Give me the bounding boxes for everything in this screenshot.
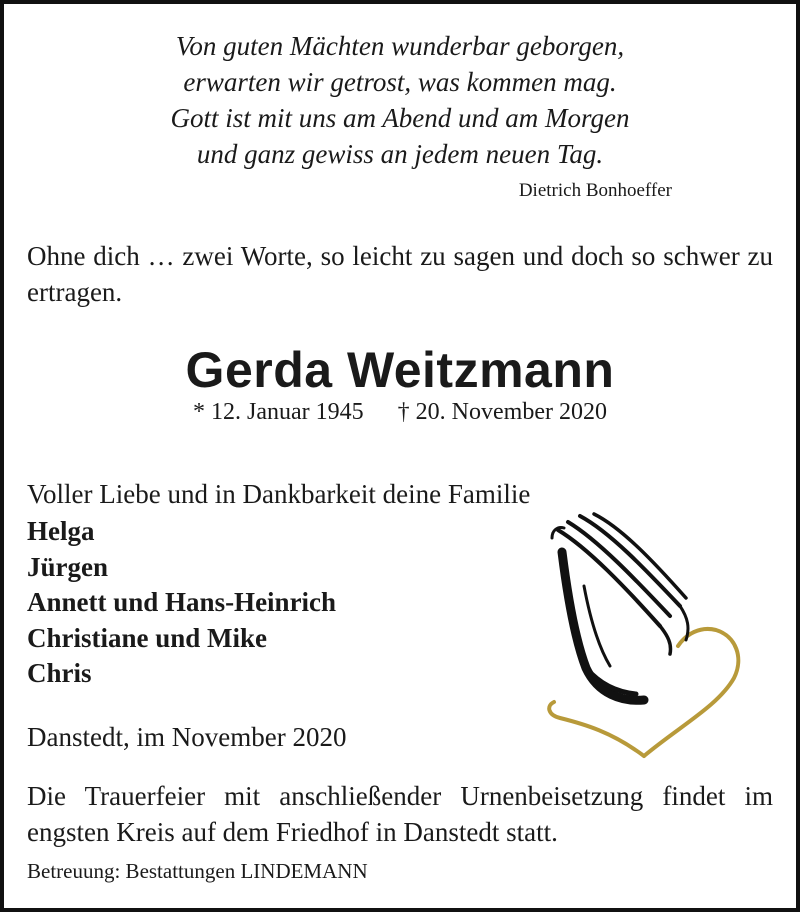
poem-line: Gott ist mit uns am Abend und am Morgen xyxy=(170,103,630,133)
poem-line: erwarten wir getrost, was kommen mag. xyxy=(183,67,617,97)
family-list xyxy=(27,514,336,692)
death-date: † 20. November 2020 xyxy=(397,399,607,425)
family-member: Annett und Hans-Heinrich xyxy=(27,587,337,617)
poem-author: Dietrich Bonhoeffer xyxy=(518,180,672,201)
place-date: Danstedt, im November 2020 xyxy=(27,722,347,752)
intro-text: Ohne dich … zwei Worte, so leicht zu sagen und doch so schwer zu ertragen. xyxy=(27,241,773,307)
family-member: Jürgen xyxy=(27,551,108,582)
birth-date: * 12. Januar 1945 xyxy=(193,399,364,425)
poem-line: und ganz gewiss an jedem neuen Tag. xyxy=(196,139,604,169)
life-dates xyxy=(0,396,800,428)
family-member: Chris xyxy=(27,658,92,688)
poem-line: Von guten Mächten wunderbar geborgen, xyxy=(175,31,625,61)
ceremony-info: Die Trauerfeier mit anschließender Urnenbeisetzung findet im engsten Kreis auf dem Friedhof in Danstedt statt. xyxy=(27,781,773,847)
deceased-name: Gerda Weitzmann xyxy=(185,342,615,398)
praying-hands-icon xyxy=(540,508,750,770)
poem xyxy=(0,28,800,172)
funeral-home: Betreuung: Bestattungen LINDEMANN xyxy=(27,859,368,883)
family-intro: Voller Liebe und in Dankbarkeit deine Familie xyxy=(27,479,531,509)
family-member: Christiane und Mike xyxy=(27,622,268,653)
family-member: Helga xyxy=(27,516,95,546)
